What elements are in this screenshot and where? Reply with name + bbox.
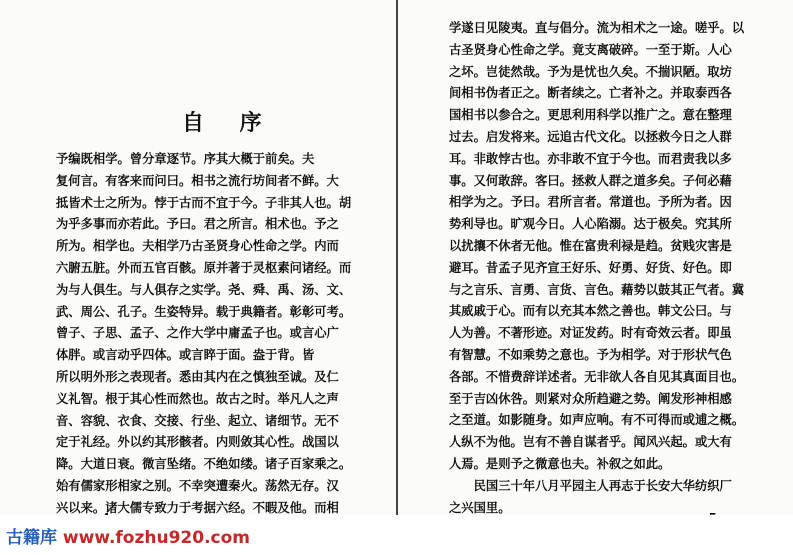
text-line: 抵皆术士之所为。悖于古而不宜于今。子非其人也。胡	[56, 194, 352, 210]
text-line: 民国三十年八月平园主人再志于长安大华纺织厂	[449, 477, 732, 493]
text-line: 人焉。是则予之微意也夫。补叙之如此。	[449, 455, 671, 471]
text-line: 至于吉凶休咎。则紧对众所趋避之势。阐发形神相感	[449, 390, 732, 406]
text-line: 之坏。岂徒然哉。予为是忧也久矣。不揣识陋。取坊	[449, 63, 732, 79]
watermark-site: www.fozhu920.com	[62, 528, 250, 548]
text-line: 兴以来。诸大儒专致力于考据六经。不暇及他。而相	[56, 499, 339, 515]
text-line: 体胖。或言动乎四体。或言睟于面。盎于背。皆	[56, 347, 315, 363]
text-line: 之至道。如影随身。如声应响。有不可得而或逋之概。	[449, 412, 745, 428]
watermark-name: 古籍库	[6, 528, 57, 548]
page-title: 自 序	[182, 110, 276, 136]
text-line: 间相书伪者正之。断者续之。亡者补之。并取泰西各	[449, 85, 732, 101]
text-line: 曾子、子思、孟子、之作大学中庸孟子也。或言心广	[56, 325, 339, 341]
text-line: 所以明外形之表现者。悉由其内在之慎独至诚。及仁	[56, 368, 339, 384]
text-line: 有智慧。不如乘势之意也。予为相学。对于形状气色	[449, 346, 732, 362]
text-line: 人纵不为他。岂有不善自谋者乎。闻风兴起。或大有	[449, 434, 732, 450]
text-line: 古圣贤身心性命之学。竟支离破碎。一至于斯。人心	[449, 41, 732, 57]
watermark-logo	[6, 523, 250, 548]
text-line: 国相书以参合之。更思利用科学以推广之。意在整理	[449, 107, 732, 123]
text-line: 所为。相学也。夫相学乃古圣贤身心性命之学。内而	[56, 238, 339, 254]
text-line: 始有儒家形相家之别。不幸突遭秦火。荡然无存。汉	[56, 477, 339, 493]
text-line: 学遂日见陵夷。直与倡分。流为相术之一途。嗟乎。以	[449, 20, 745, 35]
text-line: 六腑五脏。外而五官百骸。原并著于灵枢素问诸经。而	[56, 259, 352, 275]
text-line: 定于礼经。外以约其形骸者。内则敛其心性。战国以	[56, 434, 339, 450]
text-line: 人为善。不著形迹。对证发药。时有奇效云者。即虽	[449, 325, 732, 341]
text-line: 其威戚于心。而有以充其本然之善也。韩文公曰。与	[449, 303, 732, 319]
text-line: 过去。启发将来。远追古代文化。以拯救今日之人群	[449, 128, 732, 144]
text-line: 与之言乐、言勇、言货、言色。藉势以鼓其正气者。冀	[449, 281, 745, 297]
text-line: 各部。不惜费辞详述者。无非欲人各自见其真面目也。	[449, 368, 745, 384]
text-line: 为与人俱生。与人俱存之实学。尧、舜、禹、汤、文、	[56, 281, 352, 297]
right-page	[398, 0, 793, 515]
text-line: 以扰攘不休者无他。惟在富贵利禄是趋。贫贱灾害是	[449, 237, 732, 253]
text-line: 之兴国里。	[449, 499, 511, 515]
left-page-text	[56, 148, 376, 519]
text-line: 音、容貌、衣食、交接、行坐、起立、诸细节。无不	[56, 412, 339, 428]
footer-bar	[0, 515, 793, 555]
right-page-text	[449, 17, 765, 518]
text-line: 势利导也。旷观今日。人心陷溺。达于极矣。究其所	[449, 216, 732, 232]
text-line: 复何言。有客来而问曰。相书之流行坊间者不鲜。大	[56, 172, 339, 188]
text-line: 耳。非敢悖古也。亦非敢不宜于今也。而君责我以多	[449, 150, 732, 166]
text-line: 事。又何敢辞。客曰。拯救人群之道多矣。子何必藉	[449, 172, 732, 188]
text-line: 武、周公、孔子。生姿特异。载于典籍者。彰彰可考。	[56, 303, 352, 319]
text-line: 予编既相学。曾分章逐节。序其大概于前矣。夫	[56, 151, 315, 166]
text-line: 降。大道日衰。微言坠绪。不绝如缕。诸子百家乘之。	[56, 456, 352, 472]
text-line: 相学为之。予曰。君所言者。常道也。予所为者。因	[449, 194, 732, 210]
text-line: 避耳。昔孟子见齐宣王好乐、好勇、好货、好色。即	[449, 259, 732, 275]
text-line: 为乎多事而亦若此。予曰。君之所言。相术也。予之	[56, 216, 339, 232]
text-line: 义礼智。根于其心性而然也。故古之时。举凡人之声	[56, 390, 339, 406]
left-page	[0, 0, 396, 515]
